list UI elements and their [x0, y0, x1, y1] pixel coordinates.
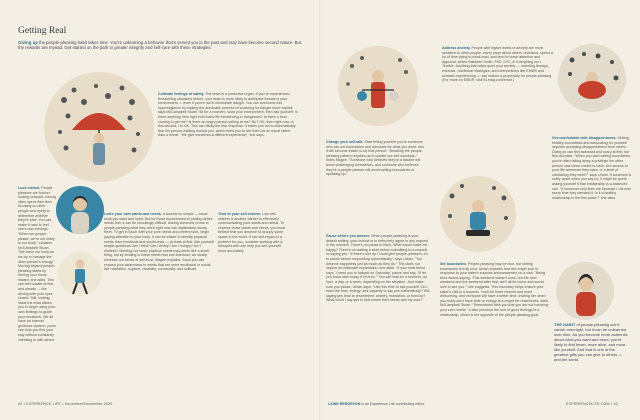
section-tend-self — [218, 212, 288, 332]
byline-name: LAINE BERGESON — [328, 402, 361, 406]
section-change-talk — [326, 140, 426, 230]
section-disappointment-body: Setting healthy boundaries and advocating for yourself requires accepting disappointment from others. Doing so can feel awkward and scary at first, but this will pass. "When you start setting boundaries, you're often taking away a privilege the other person was never meant to have. Are access to your life whenever they want, or a level of caretaking they need?" says Urban. If someone is really upset when you say no, it might be worth asking yourself if that relationship is a balanced one. "If someone only likes me because I roll over every time they demand it, is it a healthy relationship in the first place?" she asks. — [552, 136, 632, 200]
page-gutter — [319, 0, 321, 420]
section-tend-self-body: Low self-esteem is another barrier to effectively communicating your wants and needs. To express those wants and needs, you must believe that you deserve to occupy some space in the world. If low self-regard is a problem for you, consider working with a therapist who can help you see yourself more accurately. — [218, 212, 286, 253]
person-umbrella-illustration — [44, 72, 154, 182]
section-learn-wants-heading: Learn your own wants and needs. — [104, 212, 163, 216]
section-cultivate-heading: Cultivate feelings of safety. — [158, 92, 206, 96]
section-pause-heading: Pause before you answer. — [326, 234, 372, 238]
section-learn-wants-body: It sounds so simple — know what you want and need. But for those accustomed to putting others' needs first, it can be shockingly difficult. Asking someone prone to people-pleasing what they need right now can legitimately stump them. To get in touch with your core needs and preferences, begin paying attention to your body. It can be easier to identify physical needs than emotional and social ones — at least at first. Ask yourself simple questions: Am I tired? Am I thirsty? Am I hungry? Am I restless? Meeting our basic physical needs may seem like a small thing, but by tending to these needs first and foremost, we slowly increase our sense of self-trust, Magee explains. Soon you can expand your awareness to needs that are more emotional or social, like relaxation, support, creativity, community, and solitude. — [104, 212, 214, 272]
section-disappointment-heading: Get comfortable with disappointment. — [552, 136, 618, 140]
section-address-anxiety-heading: Address anxiety. — [442, 46, 472, 50]
intro-lead: Giving up — [18, 40, 38, 45]
thinking-woman-illustration — [56, 186, 104, 234]
section-pause — [326, 234, 430, 394]
left-folio: 42 • EXPERIENCE LIFE • November/December 2025 — [18, 402, 113, 406]
closing-body: of people-pleasing won't vanish overnight, but it can be unlearned over time. As you become more authentic about what you want and need, you're likely to find fewer, more alive, and more-like yourself. And that is one of the greatest gifts you can give to others — and the world. — [554, 322, 628, 362]
woman-hand-illustration — [556, 262, 614, 320]
section-look-inward-body: People pleasers are forever looking outward, having often spent their lives focusing on other people and trying to determine whether they're safe. You can make it hard to feel one's own feelings. "When we people-please, we're not really in our body," explains McCampbell Stuart. "We leave our body as we try to manage the other person's energy." Moving beyond people-pleasing starts by turning your focus inward, she adds. This can feel unsafe at first, and unsafe — like driving with your eyes closed. Still, looking inward is what allows you to begin using your own feelings to guide your decisions. We all have an internal guidance system; yours can help you find your way without constantly checking in with others. — [18, 186, 56, 342]
walking-man-illustration — [58, 252, 102, 296]
person-with-scale-illustration — [338, 46, 418, 126]
section-change-talk-heading: Change your self-talk. — [326, 140, 365, 144]
closing-note — [554, 322, 630, 362]
section-cultivate-body: The brain is a predictive organ. If you've experienced threatening situations before, your brain is more likely to anticipate threats in your environment — even if you're not in immediate danger. You can overcome this hypervigilance by making the automatic process of scanning for danger more explicit, says McCampbell Stuart. Sit for a moment, scan your environment, then ask yourself: Is there anything here right now that's life threatening or dangerous? Is there a bear coming to get me? Is there an angry person yelling at me? No? OK, then right now, in this second, I'm OK. This can delay the fear response. It trains you not to automatically fear the person walking toward you, which frees you to see them as an equal rather than a threat. "We give ourselves a different experience," she says. — [158, 92, 298, 138]
section-address-anxiety — [442, 46, 554, 146]
section-learn-wants — [104, 212, 214, 392]
section-set-boundaries-heading: Set boundaries. — [440, 262, 468, 266]
article-intro — [18, 40, 308, 51]
section-address-anxiety-body: People with higher levels of anxiety are more sensitive to other people, worry more about others' reactions, spend a lot of time trying to mind-read, and tend to crave attention and approval, writes Kathleen Smith, PhD, LPC, in Everything Isn't Terrible. Anything that helps quiet your anxiety — including therapy, exercise, nutritional strategies, and interventions like EMDR and somatic experiencing — can reduce a propensity for people-pleasing. (For more on EMDR, visit ELmag.com/emdr.) — [442, 46, 553, 83]
article-title: Getting Real — [18, 26, 67, 36]
sitting-person-illustration — [440, 176, 516, 252]
section-set-boundaries-body: People-pleasing may be nice, but setting boundaries is truly kind, Urban explains how this might look in response to your sister's surprise announcement on a visit. "Being kind means saying, 'This weekend doesn't work, but the next weekend and the weekend after that, we'll all be home and would love to see you,'" she suggests. This boundary helps ensure your sister's visit is a success. You'll be more relaxed and more welcoming, and everyone will have a better time. Inviting her when you really don't have time or energy is a recipe for resentment, adds McCampbell Stuart. "Resentment tells you that you are not honoring your own needs." It also prevents the sort of good feelings in a relationship, which is the opposite of the people-pleasing goal. — [440, 262, 549, 317]
section-look-inward — [18, 186, 56, 386]
section-set-boundaries — [440, 262, 550, 392]
author-byline — [328, 402, 425, 406]
section-change-talk-body: Start telling yourself you're someone who can set boundaries and advocate for what you want, and it will become easier to be that person. "Breaking the people-pleasing pattern requires us to update our self-concepts," notes Magee. "Someone who believes they're a slacker will avoid challenging themselves, and someone who believes they're a people pleaser will avoid setting boundaries or speaking up." — [326, 140, 424, 177]
section-pause-body: When people-pleasing is your default setting, your instinct is to reflexively agree to any request in the moment. There's no pause to think, What would make me happy? There's no waiting a beat before submitting to a request or saying yes. "If there's one tip I could give people-pleasers, it's to pause before responding automatically," says Urban. "You deserve happiness just as much as they do." This does not require an elaborate explanation, she adds. "If your best friend says, 'I need you to babysit on Saturday,' pause and say, 'I'll let you know later today if I'm free.'" You can wait for a moment, an hour, a day, or a week, depending on the situation. Just make sure you pause, Urban says. "Use this time to ask yourself, Do I have the time, energy, and capacity to say yes authentically? Will saying yes lead to resentment, anxiety, frustration, or burnout? What could I say yes to that meets their needs and my own?" — [326, 234, 430, 303]
section-cultivate — [158, 92, 298, 212]
section-tend-self-heading: Tend to your self-esteem. — [218, 212, 263, 216]
section-look-inward-heading: Look inward. — [18, 186, 42, 190]
section-disappointment — [552, 136, 632, 260]
intro-text: the people-pleasing habit takes time. You're unlearning a behavior that's served you in the past and may have become second nature. But the rewards are myriad. Get started on the path to greater integrity and self-care with these strategies: — [18, 40, 302, 51]
byline-text: is an Experience Life contributing editor. — [361, 402, 426, 406]
closing-lead: THE HABIT — [554, 322, 576, 327]
curled-up-person-illustration — [558, 44, 626, 112]
right-folio: EXPERIENCELIFE.COM • 43 — [566, 402, 618, 406]
